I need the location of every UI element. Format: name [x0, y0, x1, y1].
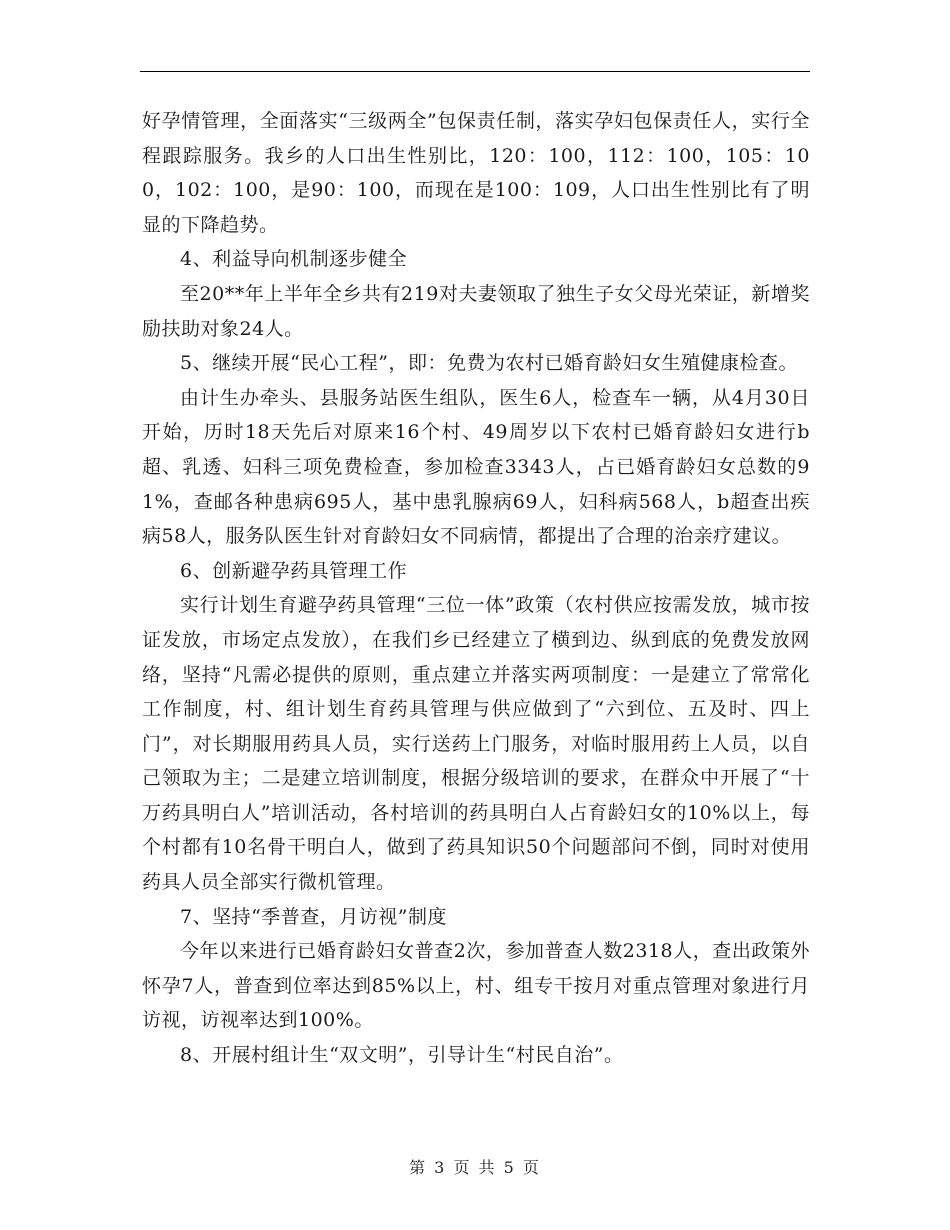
heading-item-7: 7、坚持“季普查，月访视”制度	[180, 905, 448, 928]
heading-item-6: 6、创新避孕药具管理工作	[180, 559, 408, 582]
page-number-footer: 第 3 页 共 5 页	[409, 1158, 541, 1177]
document-body	[142, 104, 810, 1073]
heading-item-8: 8、开展村组计生“双文明”，引导计生“村民自治”。	[180, 1044, 624, 1067]
paragraph-item-5-body: 由计生办牵头、县服务站医生组队，医生6人，检查车一辆，从4月30日开始，历时18天先后对原来16个村、49周岁以下农村已婚育龄妇女进行b超、乳透、妇科三项免费检查，参加检查3343人，占已婚育龄妇女总数的91%，查邮各种患病695人，基中患乳腺病69人，妇科病568人，b超查出疾病58人，服务队医生针对育龄妇女不同病情，都提出了合理的治亲疗建议。	[142, 386, 810, 548]
heading-item-4: 4、利益导向机制逐步健全	[180, 248, 408, 271]
paragraph-continuation: 好孕情管理，全面落实“三级两全”包保责任制，落实孕妇包保责任人，实行全程跟踪服务。我乡的人口出生性别比，120：100，112：100，105：100，102：100，是90：100，而现在是100：109，人口出生性别比有了明显的下降趋势。	[142, 110, 810, 236]
header-rule	[140, 71, 810, 72]
paragraph-item-7-body: 今年以来进行已婚育龄妇女普查2次，参加普查人数2318人，查出政策外怀孕7人，普查到位率达到85%以上，村、组专干按月对重点管理对象进行月访视，访视率达到100%。	[142, 940, 810, 1032]
paragraph-item-6-body: 实行计划生育避孕药具管理“三位一体”政策（农村供应按需发放，城市按证发放，市场定点发放），在我们乡已经建立了横到边、纵到底的免费发放网络，坚持“凡需必提供的原则，重点建立并落实两项制度：一是建立了常常化工作制度，村、组计划生育药具管理与供应做到了“六到位、五及时、四上门”，对长期服用药具人员，实行送药上门服务，对临时服用药上人员，以自己领取为主；二是建立培训制度，根据分级培训的要求，在群众中开展了“十万药具明白人”培训活动，各村培训的药具明白人占育龄妇女的10%以上，每个村都有10名骨干明白人，做到了药具知识50个问题部问不倒，同时对使用药具人员全部实行微机管理。	[142, 594, 810, 894]
heading-item-5: 5、继续开展“民心工程”，即：免费为农村已婚育龄妇女生殖健康检查。	[180, 352, 799, 375]
paragraph-item-4-body: 至20**年上半年全乡共有219对夫妻领取了独生子女父母光荣证，新增奖励扶助对象24人。	[142, 282, 810, 340]
